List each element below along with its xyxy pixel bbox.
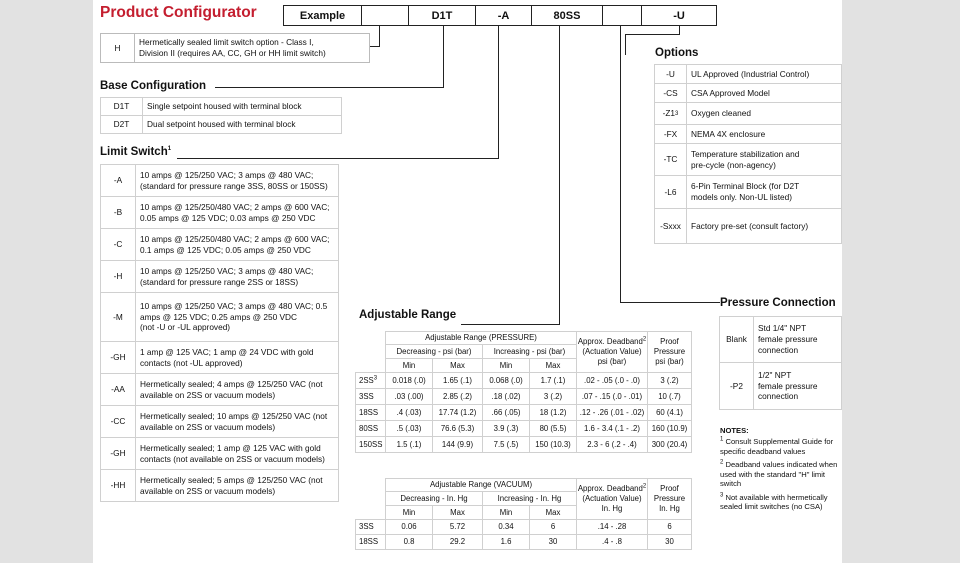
- example-options-box: -U: [641, 5, 717, 26]
- pressure-range-table: [355, 331, 692, 453]
- notes-heading: NOTES:: [720, 426, 749, 435]
- vacuum-range-row: [356, 535, 692, 550]
- option-description: CSA Approved Model: [686, 83, 842, 103]
- vacuum-group-header: Adjustable Range (VACUUM): [386, 479, 577, 492]
- example-empty-box-1: [361, 5, 409, 26]
- adjustable-range-heading: Adjustable Range: [359, 309, 457, 321]
- range-value: 0.8: [386, 535, 433, 550]
- increasing-header: Increasing - psi (bar): [483, 345, 577, 359]
- range-value: 76.6 (5.3): [433, 421, 483, 437]
- range-value: 7.5 (.5): [483, 437, 530, 453]
- connector-line: [620, 302, 720, 303]
- range-value: 10 (.7): [648, 389, 692, 405]
- limit-switch-description: Hermetically sealed; 5 amps @ 125/250 VAC (not available on 2SS or vacuum models): [135, 469, 339, 502]
- option-code: -L6: [654, 175, 687, 209]
- base-code: D2T: [100, 115, 143, 134]
- connector-line: [625, 34, 680, 35]
- limit-switch-description: Hermetically sealed; 10 amps @ 125/250 VAC (not available on 2SS or vacuum models): [135, 405, 339, 438]
- base-description: Single setpoint housed with terminal block: [142, 97, 342, 116]
- range-value: .14 - .28: [577, 520, 648, 535]
- range-value: 3.9 (.3): [483, 421, 530, 437]
- base-description: Dual setpoint housed with terminal block: [142, 115, 342, 134]
- range-value: 80 (5.5): [530, 421, 577, 437]
- pressure-range-row: [356, 421, 692, 437]
- range-value: 0.018 (.0): [386, 373, 433, 389]
- limit-switch-code: -CC: [100, 405, 136, 438]
- min-header: Min: [386, 506, 433, 520]
- connector-line: [379, 25, 380, 46]
- base-configuration-heading: Base Configuration: [100, 80, 207, 92]
- note-item: $^1$ Consult Supplemental Guide for specific deadband values: [720, 436, 834, 456]
- decreasing-header: Decreasing - In. Hg: [386, 492, 483, 506]
- pressure-connection-code: -P2: [719, 362, 754, 410]
- range-value: 6: [648, 520, 692, 535]
- range-value: 0.068 (.0): [483, 373, 530, 389]
- example-limit-box: -A: [475, 5, 532, 26]
- notes: [720, 426, 842, 516]
- range-value: 0.34: [483, 520, 530, 535]
- limit-switch-code: -A: [100, 164, 136, 197]
- range-value: .66 (.05): [483, 405, 530, 421]
- range-value: 1.6: [483, 535, 530, 550]
- range-value: 2.3 - 6 (.2 - .4): [577, 437, 648, 453]
- min-header: Min: [386, 359, 433, 373]
- range-value: 0.06: [386, 520, 433, 535]
- range-value: 160 (10.9): [648, 421, 692, 437]
- hermetic-description: Hermetically sealed limit switch option - Class I, Division II (requires AA, CC, GH or HH limit switch): [134, 33, 370, 63]
- pressure-group-header: Adjustable Range (PRESSURE): [386, 332, 577, 345]
- connector-line: [215, 87, 444, 88]
- min-header: Min: [483, 506, 530, 520]
- limit-switch-heading: Limit Switch$^1$: [100, 146, 172, 158]
- limit-switch-code: -C: [100, 228, 136, 261]
- configurator-page: [93, 0, 842, 563]
- range-value: 6: [530, 520, 577, 535]
- range-value: .5 (.03): [386, 421, 433, 437]
- options-heading: Options: [655, 47, 699, 59]
- note-item: $^2$ Deadband values indicated when used with the standard "H" limit switch: [720, 459, 838, 489]
- range-value: 300 (20.4): [648, 437, 692, 453]
- limit-switch-description: 1 amp @ 125 VAC; 1 amp @ 24 VDC with gold contacts (not -UL approved): [135, 341, 339, 374]
- range-label: 18SS: [356, 405, 386, 421]
- range-value: 18 (1.2): [530, 405, 577, 421]
- option-description: NEMA 4X enclosure: [686, 124, 842, 144]
- range-value: .07 - .15 (.0 - .01): [577, 389, 648, 405]
- pressure-range-row: [356, 389, 692, 405]
- limit-switch-code: -B: [100, 196, 136, 229]
- example-range-box: 80SS: [531, 5, 603, 26]
- option-description: Factory pre-set (consult factory): [686, 208, 842, 244]
- option-description: Oxygen cleaned: [686, 102, 842, 125]
- range-value: .03 (.00): [386, 389, 433, 405]
- option-code: -U: [654, 64, 687, 84]
- deadband-header: Approx. Deadband$^2$ (Actuation Value) psi (bar): [577, 332, 648, 373]
- option-code: -TC: [654, 143, 687, 176]
- range-value: 1.65 (.1): [433, 373, 483, 389]
- range-value: 1.6 - 3.4 (.1 - .2): [577, 421, 648, 437]
- pressure-connection-description: 1/2" NPT female pressure connection: [753, 362, 842, 410]
- min-header: Min: [483, 359, 530, 373]
- range-value: .18 (.02): [483, 389, 530, 405]
- range-label: 3SS: [356, 389, 386, 405]
- connector-line: [625, 34, 626, 55]
- max-header: Max: [433, 359, 483, 373]
- limit-switch-description: 10 amps @ 125/250 VAC; 3 amps @ 480 VAC; (standard for pressure range 3SS, 80SS or 150SS): [135, 164, 339, 197]
- limit-switch-code: -GH: [100, 437, 136, 470]
- limit-switch-description: 10 amps @ 125/250/480 VAC; 2 amps @ 600 VAC; 0.1 amps @ 125 VDC; 0.05 amps @ 250 VDC: [135, 228, 339, 261]
- range-value: 17.74 (1.2): [433, 405, 483, 421]
- proof-header: Proof Pressure In. Hg: [648, 479, 692, 520]
- range-value: 1.7 (.1): [530, 373, 577, 389]
- base-code: D1T: [100, 97, 143, 116]
- range-value: 1.5 (.1): [386, 437, 433, 453]
- page-title: Product Configurator: [100, 4, 257, 21]
- note-item: $^3$ Not available with hermetically sealed limit switches (no CSA): [720, 492, 828, 512]
- range-value: .02 - .05 (.0 - .0): [577, 373, 648, 389]
- increasing-header: Increasing - In. Hg: [483, 492, 577, 506]
- limit-switch-description: 10 amps @ 125/250 VAC; 3 amps @ 480 VAC; (standard for pressure range 2SS or 18SS): [135, 260, 339, 293]
- range-value: 30: [530, 535, 577, 550]
- range-value: .4 - .8: [577, 535, 648, 550]
- limit-switch-description: Hermetically sealed; 1 amp @ 125 VAC with gold contacts (not available on 2SS or vacuum models): [135, 437, 339, 470]
- max-header: Max: [530, 506, 577, 520]
- connector-line: [498, 25, 499, 159]
- vacuum-range-row: [356, 520, 692, 535]
- option-code: -Z1 3: [654, 102, 687, 125]
- range-value: 2.85 (.2): [433, 389, 483, 405]
- limit-switch-code: -GH: [100, 341, 136, 374]
- limit-switch-code: -H: [100, 260, 136, 293]
- pressure-range-row: [356, 373, 692, 389]
- limit-switch-description: 10 amps @ 125/250 VAC; 3 amps @ 480 VAC; 0.5 amps @ 125 VDC; 0.25 amps @ 250 VDC (not -U or -UL approved): [135, 292, 339, 342]
- connector-line: [620, 25, 621, 303]
- option-description: Temperature stabilization and pre-cycle (non-agency): [686, 143, 842, 176]
- option-code: -CS: [654, 83, 687, 103]
- range-label: 3SS: [356, 520, 386, 535]
- deadband-header: Approx. Deadband$^2$ (Actuation Value) In. Hg: [577, 479, 648, 520]
- limit-switch-code: -HH: [100, 469, 136, 502]
- range-value: .4 (.03): [386, 405, 433, 421]
- proof-header: Proof Pressure psi (bar): [648, 332, 692, 373]
- max-header: Max: [433, 506, 483, 520]
- limit-switch-description: 10 amps @ 125/250/480 VAC; 2 amps @ 600 VAC; 0.05 amps @ 125 VDC; 0.03 amps @ 250 VDC: [135, 196, 339, 229]
- limit-switch-code: -M: [100, 292, 136, 342]
- pressure-connection-heading: Pressure Connection: [720, 297, 836, 309]
- connector-line: [461, 324, 560, 325]
- range-value: 144 (9.9): [433, 437, 483, 453]
- pressure-connection-code: Blank: [719, 316, 754, 363]
- option-description: UL Approved (Industrial Control): [686, 64, 842, 84]
- hermetic-code: H: [100, 33, 135, 63]
- range-label: 18SS: [356, 535, 386, 550]
- range-value: 30: [648, 535, 692, 550]
- range-label: 80SS: [356, 421, 386, 437]
- range-value: 150 (10.3): [530, 437, 577, 453]
- range-value: 5.72: [433, 520, 483, 535]
- range-value: 60 (4.1): [648, 405, 692, 421]
- example-base-box: D1T: [408, 5, 476, 26]
- max-header: Max: [530, 359, 577, 373]
- connector-line: [443, 25, 444, 88]
- pressure-range-row: [356, 405, 692, 421]
- connector-line: [177, 158, 499, 159]
- range-value: 29.2: [433, 535, 483, 550]
- decreasing-header: Decreasing - psi (bar): [386, 345, 483, 359]
- pressure-connection-description: Std 1/4" NPT female pressure connection: [753, 316, 842, 363]
- option-description: 6-Pin Terminal Block (for D2T models only. Non-UL listed): [686, 175, 842, 209]
- option-code: -Sxxx: [654, 208, 687, 244]
- range-value: .12 - .26 (.01 - .02): [577, 405, 648, 421]
- limit-switch-code: -AA: [100, 373, 136, 406]
- option-code: -FX: [654, 124, 687, 144]
- range-label: 150SS: [356, 437, 386, 453]
- connector-line: [370, 46, 380, 47]
- range-value: 3 (.2): [530, 389, 577, 405]
- range-label: $2SS^3$: [356, 373, 386, 389]
- range-value: 3 (.2): [648, 373, 692, 389]
- limit-switch-description: Hermetically sealed; 4 amps @ 125/250 VAC (not available on 2SS or vacuum models): [135, 373, 339, 406]
- connector-line: [559, 25, 560, 325]
- pressure-range-row: [356, 437, 692, 453]
- example-empty-box-2: [602, 5, 642, 26]
- example-label-box: Example: [283, 5, 362, 26]
- vacuum-range-table: [355, 478, 692, 550]
